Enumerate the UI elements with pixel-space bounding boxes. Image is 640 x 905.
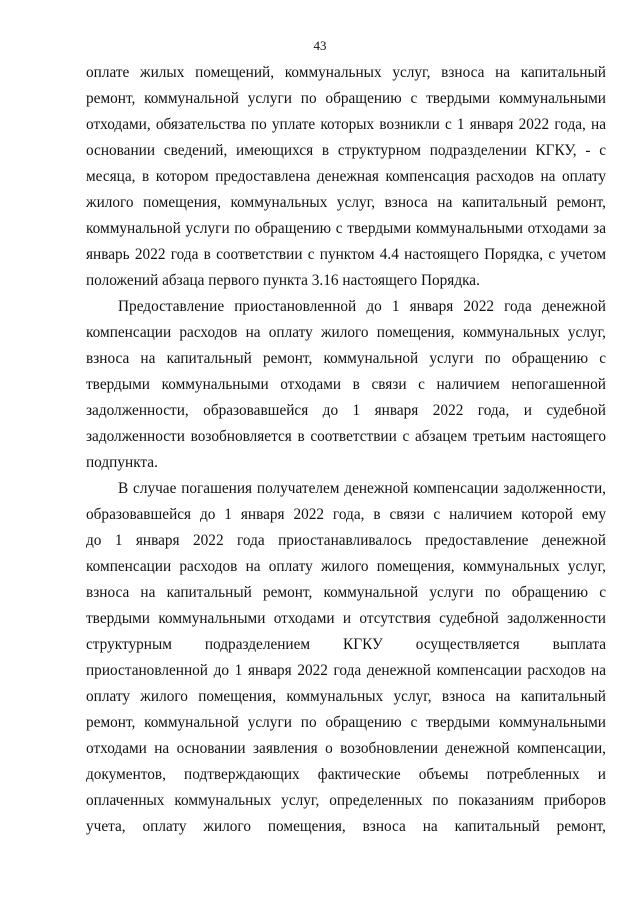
text-line: отходами на основании заявления о возобновлении денежной компенсации, xyxy=(86,740,606,757)
text-line: твердыми коммунальными отходами и отсутствия судебной задолженности xyxy=(86,610,606,627)
text-line: документов, подтверждающих фактические объемы потребленных и xyxy=(86,766,606,783)
text-line: подпункта. xyxy=(86,454,158,471)
text-line: компенсации расходов на оплату жилого помещения, коммунальных услуг, xyxy=(86,324,606,341)
text-line: до 1 января 2022 года приостанавливалось предоставление денежной xyxy=(86,532,606,549)
text-line: В случае погашения получателем денежной компенсации задолженности, xyxy=(118,480,606,497)
text-line: ремонт, коммунальной услуги по обращению с твердыми коммунальными xyxy=(86,714,606,731)
text-line: задолженности, образовавшейся до 1 января 2022 года, и судебной xyxy=(86,402,606,419)
text-line: январь 2022 года в соответствии с пунктом 4.4 настоящего Порядка, с учетом xyxy=(86,246,606,263)
document-body xyxy=(86,60,606,840)
text-line: положений абзаца первого пункта 3.16 настоящего Порядка. xyxy=(86,272,480,289)
text-line: отходами, обязательства по уплате которых возникли с 1 января 2022 года, на xyxy=(86,116,606,133)
text-line: взноса на капитальный ремонт, коммунальной услуги по обращению с xyxy=(86,584,606,601)
text-line: задолженности возобновляется в соответствии с абзацем третьим настоящего xyxy=(86,428,606,445)
paragraph-1 xyxy=(86,60,606,294)
text-line: структурным подразделением КГКУ осуществляется выплата xyxy=(86,636,606,653)
page-number: 43 xyxy=(313,38,327,53)
paragraph-2 xyxy=(86,294,606,476)
text-line: основании сведений, имеющихся в структурном подразделении КГКУ, - с xyxy=(86,142,606,159)
text-line: взноса на капитальный ремонт, коммунальной услуги по обращению с xyxy=(86,350,606,367)
text-line: оплате жилых помещений, коммунальных услуг, взноса на капитальный xyxy=(86,64,606,81)
text-line: твердыми коммунальными отходами в связи с наличием непогашенной xyxy=(86,376,606,393)
text-line: оплаченных коммунальных услуг, определенных по показаниям приборов xyxy=(86,792,606,809)
text-line: приостановленной до 1 января 2022 года денежной компенсации расходов на xyxy=(86,662,606,679)
text-line: учета, оплату жилого помещения, взноса на капитальный ремонт, xyxy=(86,818,606,835)
text-line: образовавшейся до 1 января 2022 года, в связи с наличием которой ему xyxy=(86,506,606,523)
paragraph-3 xyxy=(86,476,606,840)
text-line: компенсации расходов на оплату жилого помещения, коммунальных услуг, xyxy=(86,558,606,575)
text-line: месяца, в котором предоставлена денежная компенсация расходов на оплату xyxy=(86,168,606,185)
text-line: оплату жилого помещения, коммунальных услуг, взноса на капитальный xyxy=(86,688,606,705)
text-line: жилого помещения, коммунальных услуг, взноса на капитальный ремонт, xyxy=(86,194,606,211)
text-line: Предоставление приостановленной до 1 января 2022 года денежной xyxy=(118,298,606,315)
text-line: ремонт, коммунальной услуги по обращению с твердыми коммунальными xyxy=(86,90,606,107)
text-line: коммунальной услуги по обращению с твердыми коммунальными отходами за xyxy=(86,220,606,237)
